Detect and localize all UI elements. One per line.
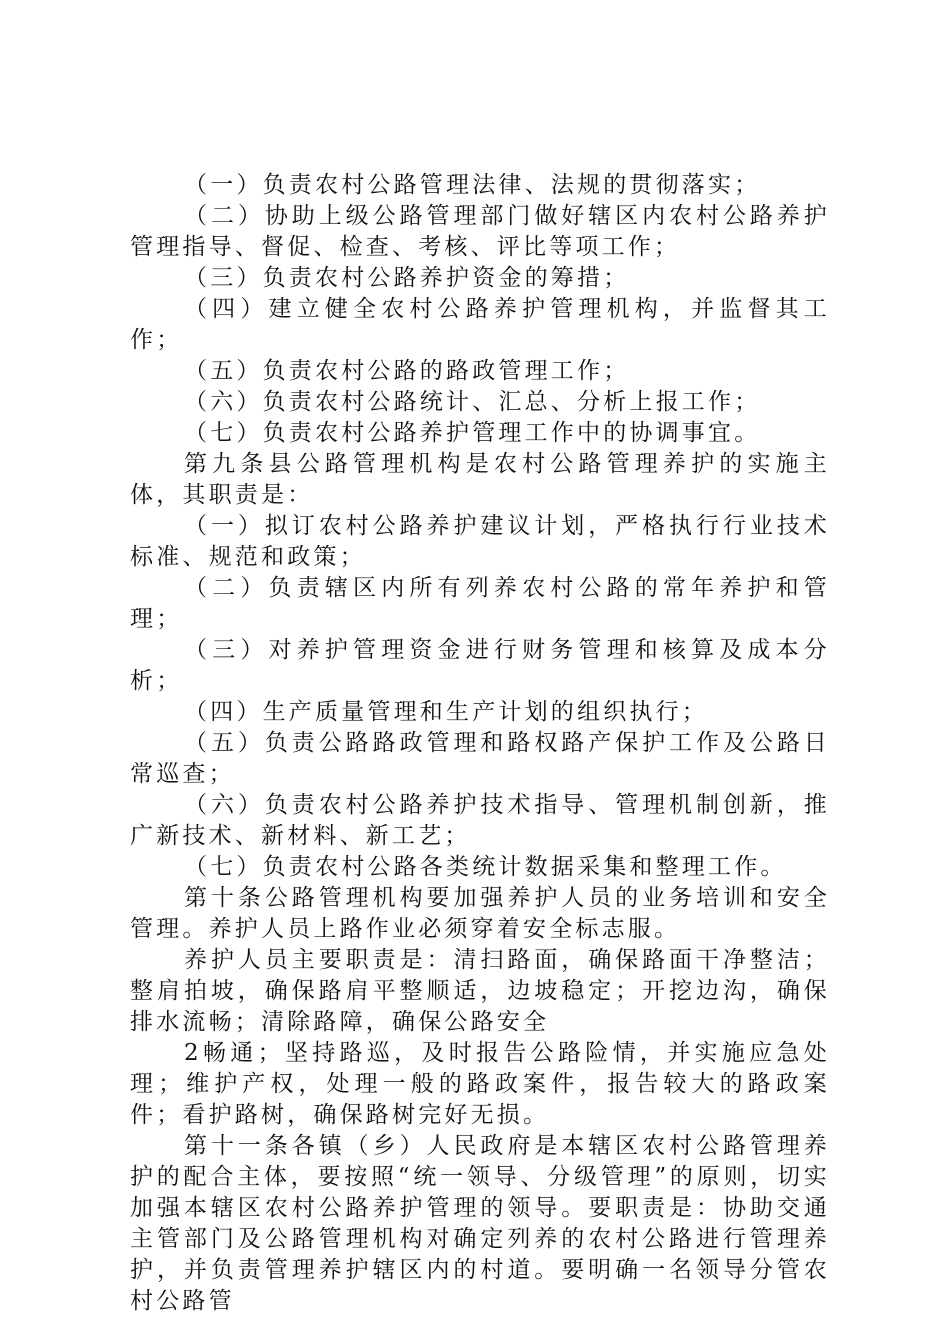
paragraph-12: （四）生产质量管理和生产计划的组织执行； xyxy=(184,699,708,725)
paragraph-1: （一）负责农村公路管理法律、法规的贯彻落实； xyxy=(184,172,761,198)
paragraph-2: （二）协助上级公路管理部门做好辖区内农村公路养护管理指导、督促、检查、考核、评比等项工作； xyxy=(130,203,830,260)
paragraph-8: 第九条县公路管理机构是农村公路管理养护的实施主体，其职责是： xyxy=(130,451,830,508)
paragraph-18: 2畅通；坚持路巡，及时报告公路险情，并实施应急处理；维护产权，处理一般的路政案件，报告较大的路政案件；看护路树，确保路树完好无损。 xyxy=(130,1040,830,1128)
document-body xyxy=(130,170,830,1317)
paragraph-14: （六）负责农村公路养护技术指导、管理机制创新，推广新技术、新材料、新工艺； xyxy=(130,792,830,849)
paragraph-16: 第十条公路管理机构要加强养护人员的业务培训和安全管理。养护人员上路作业必须穿着安全标志服。 xyxy=(130,885,830,942)
paragraph-13: （五）负责公路路政管理和路权路产保护工作及公路日常巡查； xyxy=(130,730,830,787)
paragraph-19: 第十一条各镇（乡）人民政府是本辖区农村公路管理养护的配合主体，要按照“统一领导、分级管理”的原则，切实加强本辖区农村公路养护管理的领导。要职责是：协助交通主管部门及公路管理机构对确定列养的农村公路进行管理养护，并负责管理养护辖区内的村道。要明确一名领导分管农村公路管 xyxy=(130,1133,830,1314)
paragraph-3: （三）负责农村公路养护资金的筹措； xyxy=(184,265,630,291)
paragraph-7: （七）负责农村公路养护管理工作中的协调事宜。 xyxy=(184,420,761,446)
paragraph-4: （四）建立健全农村公路养护管理机构，并监督其工作； xyxy=(130,296,830,353)
paragraph-17: 养护人员主要职责是：清扫路面，确保路面干净整洁；整肩拍坡，确保路肩平整顺适，边坡稳定；开挖边沟，确保排水流畅；清除路障，确保公路安全 xyxy=(130,947,830,1035)
paragraph-5: （五）负责农村公路的路政管理工作； xyxy=(184,358,630,384)
paragraph-10: （二）负责辖区内所有列养农村公路的常年养护和管理； xyxy=(130,575,830,632)
paragraph-15: （七）负责农村公路各类统计数据采集和整理工作。 xyxy=(184,854,787,880)
paragraph-11: （三）对养护管理资金进行财务管理和核算及成本分析； xyxy=(130,637,830,694)
paragraph-9: （一）拟订农村公路养护建议计划，严格执行行业技术标准、规范和政策； xyxy=(130,513,830,570)
paragraph-6: （六）负责农村公路统计、汇总、分析上报工作； xyxy=(184,389,761,415)
